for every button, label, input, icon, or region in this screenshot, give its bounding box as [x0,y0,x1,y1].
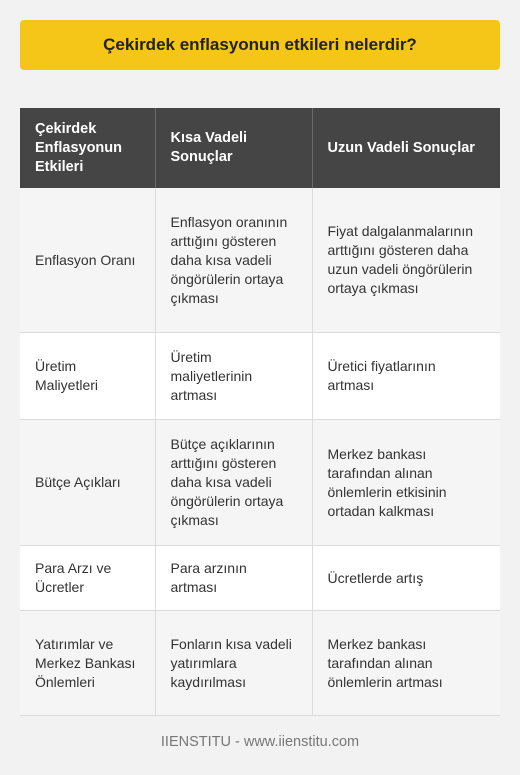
table-row [20,333,500,420]
cell-short-term: Bütçe açıklarının arttığını gösteren daha kısa vadeli öngörülerin ortaya çıkması [155,420,312,546]
header-short-term: Kısa Vadeli Sonuçlar [155,108,312,188]
cell-long-term: Merkez bankası tarafından alınan önlemlerin artması [312,611,500,716]
header-effects: Çekirdek Enflasyonun Etkileri [20,108,155,188]
cell-effect: Enflasyon Oranı [20,188,155,333]
cell-effect: Para Arzı ve Ücretler [20,546,155,611]
cell-effect: Bütçe Açıkları [20,420,155,546]
cell-effect: Yatırımlar ve Merkez Bankası Önlemleri [20,611,155,716]
cell-short-term: Enflasyon oranının arttığını gösteren daha kısa vadeli öngörülerin ortaya çıkması [155,188,312,333]
cell-short-term: Para arzının artması [155,546,312,611]
header-long-term: Uzun Vadeli Sonuçlar [312,108,500,188]
cell-effect: Üretim Maliyetleri [20,333,155,420]
page-title: Çekirdek enflasyonun etkileri nelerdir? [20,20,500,70]
cell-long-term: Üretici fiyatlarının artması [312,333,500,420]
table-row [20,546,500,611]
cell-long-term: Merkez bankası tarafından alınan önlemlerin etkisinin ortadan kalkması [312,420,500,546]
cell-long-term: Ücretlerde artış [312,546,500,611]
effects-table [20,108,500,716]
cell-long-term: Fiyat dalgalanmalarının arttığını gösteren daha uzun vadeli öngörülerin ortaya çıkması [312,188,500,333]
cell-short-term: Fonların kısa vadeli yatırımlara kaydırılması [155,611,312,716]
table-header-row [20,108,500,188]
table-row [20,188,500,333]
table-row [20,420,500,546]
table-row [20,611,500,716]
footer-credit: IIENSTITU - www.iienstitu.com [160,734,360,750]
cell-short-term: Üretim maliyetlerinin artması [155,333,312,420]
